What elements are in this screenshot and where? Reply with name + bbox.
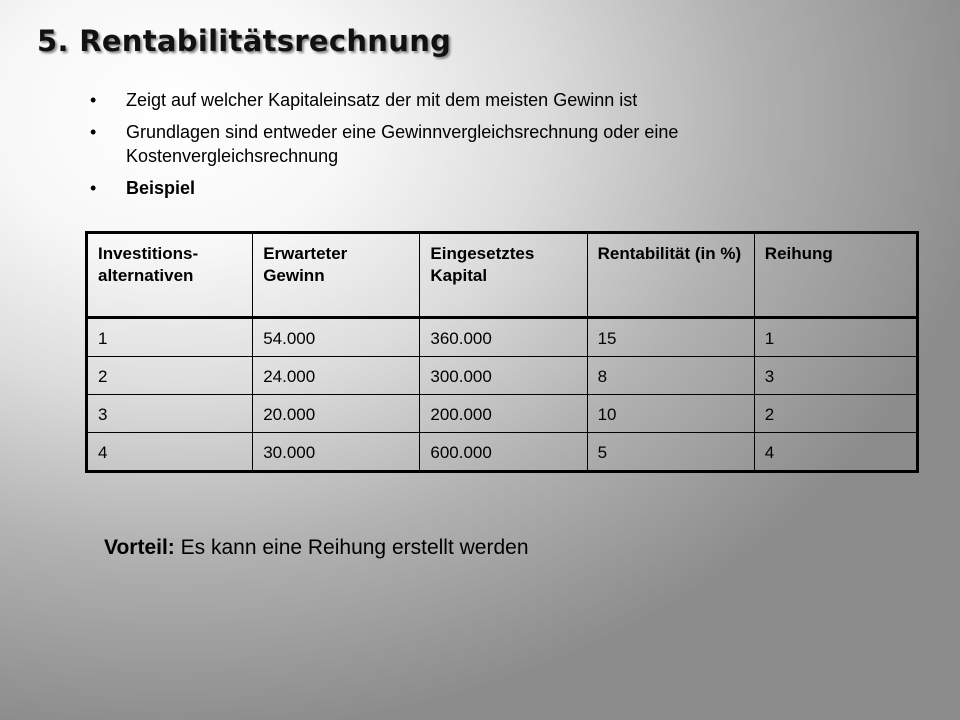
- profitability-table: [85, 231, 919, 473]
- bullet-marker: •: [90, 178, 97, 198]
- table-cell: 1: [87, 318, 253, 357]
- table-row: [87, 395, 918, 433]
- column-header: Rentabilität (in %): [587, 233, 754, 318]
- bullet-text: Beispiel: [126, 178, 196, 198]
- table-cell: 360.000: [420, 318, 587, 357]
- table-cell: 4: [754, 433, 917, 472]
- table-row: [87, 433, 918, 472]
- column-header: Erwarteter Gewinn: [253, 233, 420, 318]
- bullet-item: [88, 176, 888, 200]
- slide-title: 5. Rentabilitätsrechnung: [37, 24, 452, 58]
- advantage-text: Es kann eine Reihung erstellt werden: [174, 536, 529, 559]
- table-cell: 3: [754, 357, 917, 395]
- table-header-row: [87, 233, 918, 318]
- table-cell: 54.000: [253, 318, 420, 357]
- bullet-text: Zeigt auf welcher Kapitaleinsatz der mit dem meisten Gewinn ist: [126, 90, 638, 110]
- table-cell: 8: [587, 357, 754, 395]
- table-cell: 5: [587, 433, 754, 472]
- bullet-text: Grundlagen sind entweder eine Gewinnvergleichsrechnung oder eine Kostenvergleichsrechnung: [126, 122, 679, 166]
- table-cell: 600.000: [420, 433, 587, 472]
- table-cell: 20.000: [253, 395, 420, 433]
- table-cell: 3: [87, 395, 253, 433]
- column-header: Reihung: [754, 233, 917, 318]
- table-cell: 200.000: [420, 395, 587, 433]
- table-cell: 24.000: [253, 357, 420, 395]
- table-cell: 1: [754, 318, 917, 357]
- table-cell: 30.000: [253, 433, 420, 472]
- table-cell: 4: [87, 433, 253, 472]
- advantage-label: Vorteil:: [104, 536, 175, 559]
- column-header: Eingesetztes Kapital: [420, 233, 587, 318]
- column-header: Investitions-alternativen: [87, 233, 253, 318]
- bullet-marker: •: [90, 122, 97, 142]
- table-row: [87, 318, 918, 357]
- table-cell: 300.000: [420, 357, 587, 395]
- table-cell: 10: [587, 395, 754, 433]
- table-cell: 15: [587, 318, 754, 357]
- table-cell: 2: [754, 395, 917, 433]
- table-cell: 2: [87, 357, 253, 395]
- bullet-marker: •: [90, 90, 97, 110]
- bullet-list: [88, 88, 888, 208]
- bullet-item: [88, 120, 888, 168]
- table-row: [87, 357, 918, 395]
- advantage-note: [104, 536, 529, 560]
- bullet-item: [88, 88, 888, 112]
